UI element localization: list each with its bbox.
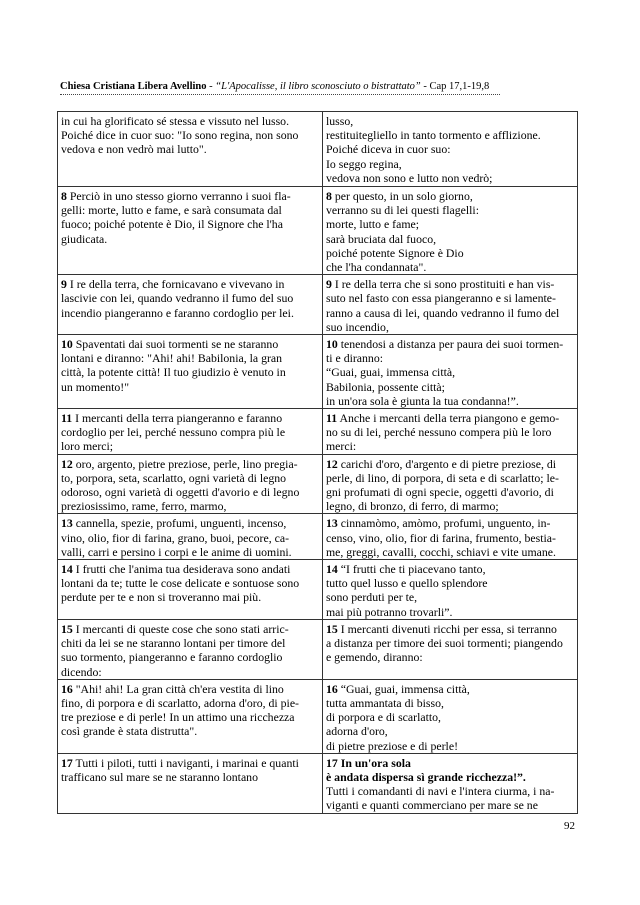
verse-number: 10 <box>61 337 73 352</box>
verse-line <box>326 576 574 590</box>
verse-text: Spaventati dai suoi tormenti se ne staranno <box>72 337 279 352</box>
verse-text: fuoco; poiché potente è Dio, il Signore che l'ha <box>61 217 283 232</box>
verse-line <box>61 471 319 485</box>
translation-b-cell <box>323 619 578 679</box>
translation-b-cell <box>323 560 578 620</box>
verse-row <box>58 514 578 560</box>
verse-text: ranno a causa di lei, quando vedranno il fumo del <box>326 305 560 320</box>
verse-text: in cui ha glorificato sé stessa e vissuto nel lusso. <box>61 114 290 128</box>
verse-number: 9 <box>326 277 332 292</box>
verse-line <box>326 246 574 260</box>
verse-line <box>326 189 574 203</box>
translation-a-cell <box>58 679 323 753</box>
verse-line <box>326 471 574 485</box>
verse-row <box>58 679 578 753</box>
verse-text: lascivie con lei, quando vedranno il fumo del suo <box>61 291 294 306</box>
verse-row <box>58 619 578 679</box>
verse-number: 16 <box>326 681 338 696</box>
verse-line <box>326 636 574 650</box>
verse-row <box>58 409 578 455</box>
verse-number: 13 <box>61 516 73 531</box>
verse-line <box>326 710 574 724</box>
verse-line <box>61 365 319 379</box>
verse-line <box>326 724 574 738</box>
verse-text: suto nel fasto con essa piangeranno e si lamente- <box>326 291 556 306</box>
verse-number: 13 <box>326 516 338 531</box>
verse-line <box>326 485 574 499</box>
verse-line <box>326 439 574 453</box>
verse-text: lontani da te; tutte le cose delicate e sontuose sono <box>61 576 300 591</box>
verse-line <box>61 380 319 394</box>
verse-number: 12 <box>61 456 73 471</box>
translation-a-cell <box>58 409 323 455</box>
verse-text: che l'ha condannata". <box>326 260 427 275</box>
verse-line <box>61 485 319 499</box>
verse-line <box>61 590 319 604</box>
translation-b-cell <box>323 454 578 514</box>
verse-text: vino, olio, fior di farina, grano, buoi, pecore, ca- <box>61 530 289 545</box>
verse-text: dicendo: <box>61 664 102 679</box>
verse-line <box>61 499 319 513</box>
verse-text: "Ahi! ahi! La gran città ch'era vestita di lino <box>72 681 284 696</box>
verse-line <box>61 576 319 590</box>
translation-b-cell <box>323 679 578 753</box>
verse-text: tutta ammantata di bisso, <box>326 695 444 710</box>
verse-line <box>326 770 574 784</box>
verse-line <box>61 203 319 217</box>
verse-text: suo tormento, piangeranno e faranno cordoglio <box>61 650 283 665</box>
verse-text: tenendosi a distanza per paura dei suoi tormen- <box>337 337 564 352</box>
translation-b-cell <box>323 275 578 335</box>
verse-number: 15 <box>326 621 338 636</box>
verse-text: poiché potente Signore è Dio <box>326 245 464 260</box>
verse-text: In un'ora sola <box>337 755 411 770</box>
verse-number: 17 <box>61 755 73 770</box>
verse-text: “I frutti che ti piacevano tanto, <box>337 562 486 577</box>
verse-text: restituitegliello in tanto tormento e afflizione. <box>326 128 541 143</box>
verse-line <box>326 784 574 798</box>
verse-line <box>326 291 574 305</box>
header-rule <box>60 94 500 95</box>
verse-line <box>326 306 574 320</box>
verse-text: Io seggo regina, <box>326 156 402 171</box>
verse-line <box>61 545 319 559</box>
verse-text: tutto quel lusso e quello splendore <box>326 576 488 591</box>
verse-line <box>61 411 319 425</box>
verse-line <box>326 425 574 439</box>
verse-text: di porpora e di scarlatto, <box>326 710 441 725</box>
translation-a-cell <box>58 112 323 187</box>
verse-line <box>326 682 574 696</box>
verse-row <box>58 560 578 620</box>
verse-line <box>326 696 574 710</box>
verse-text: Perciò in uno stesso giorno verranno i suoi fla- <box>66 189 291 203</box>
verse-line <box>61 217 319 231</box>
verse-line <box>61 114 319 128</box>
verse-number: 8 <box>326 189 332 203</box>
verse-text: I re della terra che si sono prostituiti e han vis- <box>331 277 555 292</box>
verse-line <box>326 337 574 351</box>
verse-text: no su di lei, perché nessuno compera più le loro <box>326 425 552 440</box>
verse-text: a distanza per timore dei suoi tormenti; piangendo <box>326 636 563 651</box>
header-separator: - <box>206 81 216 92</box>
church-name: Chiesa Cristiana Libera Avellino <box>60 81 207 92</box>
verse-text: lontani e diranno: "Ahi! ahi! Babilonia, la gran <box>61 351 283 366</box>
verse-line <box>326 739 574 753</box>
verse-text: sono perduti per te, <box>326 590 418 605</box>
verse-text: tre preziose e di perle! In un attimo una ricchezza <box>61 710 295 725</box>
verse-text: Tutti i comandanti di navi e l'intera ciurma, i na- <box>326 784 555 799</box>
translation-b-cell <box>323 514 578 560</box>
translation-b-cell <box>323 753 578 813</box>
verse-text: I mercanti divenuti ricchi per essa, si terranno <box>337 621 557 636</box>
translation-a-cell <box>58 275 323 335</box>
verse-line <box>326 394 574 408</box>
verse-number: 10 <box>326 337 338 352</box>
verse-text: carichi d'oro, d'argento e di pietre preziose, di <box>337 456 557 471</box>
verse-line <box>61 682 319 696</box>
verse-text: sarà bruciata dal fuoco, <box>326 231 437 246</box>
verse-row <box>58 275 578 335</box>
verse-number: 15 <box>61 621 73 636</box>
verse-text: merci: <box>326 439 357 454</box>
verse-text: per questo, in un solo giorno, <box>331 189 473 203</box>
verse-line <box>326 590 574 604</box>
verse-line <box>61 770 319 784</box>
verse-line <box>61 562 319 576</box>
verse-text: morte, lutto e fame; <box>326 217 420 232</box>
verse-text: incendio piangeranno e faranno cordoglio per lei. <box>61 305 294 320</box>
verse-line <box>326 320 574 334</box>
verse-number: 14 <box>61 562 73 577</box>
verse-text: odoroso, ogni varietà di oggetti d'avorio e di legno <box>61 485 300 500</box>
verse-number: 9 <box>61 277 67 292</box>
verse-line <box>61 636 319 650</box>
verse-line <box>326 277 574 291</box>
verse-line <box>326 217 574 231</box>
verse-text: vedova e non vedrò mai lutto". <box>61 142 207 157</box>
verse-line <box>326 380 574 394</box>
verse-line <box>326 142 574 156</box>
verse-number: 11 <box>61 411 73 426</box>
verse-line <box>61 665 319 679</box>
verse-line <box>61 277 319 291</box>
verse-text: cordoglio per lei, perché nessuno compra più le <box>61 425 286 440</box>
verse-text: I frutti che l'anima tua desiderava sono andati <box>72 562 291 577</box>
verse-line <box>61 425 319 439</box>
verse-line <box>61 291 319 305</box>
translation-a-cell <box>58 514 323 560</box>
translation-a-cell <box>58 335 323 409</box>
verse-line <box>61 306 319 320</box>
verse-line <box>326 351 574 365</box>
verse-line <box>326 203 574 217</box>
verse-text: Poiché dice in cuor suo: "Io sono regina, non sono <box>61 128 299 143</box>
verse-text: viganti e quanti commerciano per mare se ne <box>326 798 538 813</box>
verse-text: città, la potente città! Il tuo giudizio è venuto in <box>61 365 286 380</box>
verse-text: legno, di bronzo, di ferro, di marmo; <box>326 499 499 514</box>
verse-text: censo, vino, olio, fior di farina, frumento, bestia- <box>326 530 556 545</box>
verse-text: Tutti i piloti, tutti i naviganti, i marinai e quanti <box>72 755 299 770</box>
verse-text: loro merci; <box>61 439 114 454</box>
parallel-text-table <box>57 111 578 814</box>
verse-text: “Guai, guai, immensa città, <box>326 365 456 380</box>
verse-line <box>326 545 574 559</box>
translation-b-cell <box>323 335 578 409</box>
verse-text: così grande è stata distrutta". <box>61 724 198 739</box>
verse-text: I mercanti della terra piangeranno e faranno <box>72 411 283 426</box>
verse-text: trafficano sul mare se ne staranno lontano <box>61 769 258 784</box>
translation-a-cell <box>58 619 323 679</box>
translation-b-cell <box>323 187 578 275</box>
verse-line <box>61 724 319 738</box>
translation-a-cell <box>58 560 323 620</box>
verse-row <box>58 753 578 813</box>
verse-line <box>61 439 319 453</box>
verse-text: di pietre preziose e di perle! <box>326 738 458 753</box>
verse-text: cinnamòmo, amòmo, profumi, unguento, in- <box>337 516 551 531</box>
verse-text: lusso, <box>326 114 354 128</box>
running-header <box>60 80 580 93</box>
verse-number: 12 <box>326 456 338 471</box>
verse-text: adorna d'oro, <box>326 724 388 739</box>
verse-text: un momento!" <box>61 379 130 394</box>
verse-line <box>61 710 319 724</box>
verse-row <box>58 335 578 409</box>
verse-line <box>326 411 574 425</box>
verse-line <box>326 562 574 576</box>
verse-text: in un'ora sola è giunta la tua condanna!”. <box>326 393 519 408</box>
verse-line <box>61 696 319 710</box>
verse-text: “Guai, guai, immensa città, <box>337 681 470 696</box>
verse-text: mai più potranno trovarli”. <box>326 604 453 619</box>
verse-line <box>326 798 574 812</box>
verse-number: 16 <box>61 681 73 696</box>
verse-line <box>326 605 574 619</box>
verse-line <box>326 499 574 513</box>
verse-line <box>61 232 319 246</box>
translation-b-cell <box>323 112 578 187</box>
translation-a-cell <box>58 753 323 813</box>
verse-line <box>326 756 574 770</box>
verse-line <box>61 337 319 351</box>
page-number: 92 <box>564 820 575 832</box>
verse-line <box>61 457 319 471</box>
verse-line <box>61 650 319 664</box>
verse-text: chiti da lei se ne staranno lontani per timore del <box>61 636 286 651</box>
verse-text: suo incendio, <box>326 319 389 334</box>
verse-line <box>326 260 574 274</box>
verse-line <box>326 457 574 471</box>
verse-line <box>326 232 574 246</box>
verse-text: ti e diranno: <box>326 351 384 366</box>
verse-text: valli, carri e persino i corpi e le anime di uomini. <box>61 544 292 559</box>
verse-text: perdute per te e non si troveranno mai più. <box>61 590 262 605</box>
verse-text: me, greggi, cavalli, cocchi, schiavi e vite umane. <box>326 544 556 559</box>
verse-text: to, porpora, seta, scarlatto, ogni varietà di legno <box>61 470 287 485</box>
translation-a-cell <box>58 187 323 275</box>
verse-row <box>58 187 578 275</box>
verse-text: verranno su di lei questi flagelli: <box>326 203 479 218</box>
verse-line <box>61 189 319 203</box>
chapter-reference: - Cap 17,1-19,8 <box>420 81 490 92</box>
verse-text: gni profumati di ogni specie, oggetti d'avorio, di <box>326 485 554 500</box>
verse-line <box>326 171 574 185</box>
verse-line <box>61 142 319 156</box>
verse-text: I mercanti di queste cose che sono stati arric- <box>72 621 289 636</box>
verse-line <box>326 650 574 664</box>
verse-text: oro, argento, pietre preziose, perle, lino pregia- <box>72 456 298 471</box>
verse-line <box>326 365 574 379</box>
verse-line <box>326 531 574 545</box>
translation-a-cell <box>58 454 323 514</box>
verse-line <box>326 128 574 142</box>
verse-number: 8 <box>61 189 67 203</box>
verse-text: perle, di lino, di porpora, di seta e di scarlatto; le- <box>326 470 559 485</box>
verse-line <box>61 516 319 530</box>
verse-line <box>326 157 574 171</box>
verse-line <box>61 756 319 770</box>
verse-text: giudicata. <box>61 231 108 246</box>
verse-text: Anche i mercanti della terra piangono e gemo- <box>337 411 560 426</box>
verse-text: preziosissimo, rame, ferro, marmo, <box>61 499 227 514</box>
verse-line <box>61 622 319 636</box>
verse-line <box>61 128 319 142</box>
verse-text: fino, di porpora e di scarlatto, adorna d'oro, di pie- <box>61 695 299 710</box>
verse-number: 11 <box>326 411 338 426</box>
verse-number: 14 <box>326 562 338 577</box>
verse-line <box>326 622 574 636</box>
book-title: “L'Apocalisse, il libro sconosciuto o bistrattato” <box>215 81 421 92</box>
verse-line <box>326 114 574 128</box>
verse-row <box>58 454 578 514</box>
verse-row <box>58 112 578 187</box>
verse-line <box>61 531 319 545</box>
verse-line <box>61 351 319 365</box>
verse-text: e gemendo, diranno: <box>326 650 423 665</box>
verse-text: gelli: morte, lutto e fame, e sarà consumata dal <box>61 203 282 218</box>
verse-text: è andata dispersa sì grande ricchezza!”. <box>326 769 526 784</box>
verse-line <box>326 516 574 530</box>
verse-text: cannella, spezie, profumi, unguenti, incenso, <box>72 516 287 531</box>
translation-b-cell <box>323 409 578 455</box>
verse-text: I re della terra, che fornicavano e vivevano in <box>66 277 285 292</box>
verse-text: vedova non sono e lutto non vedrò; <box>326 170 493 185</box>
verse-text: Poiché diceva in cuor suo: <box>326 142 451 157</box>
verse-text: Babilonia, possente città; <box>326 379 445 394</box>
verse-number: 17 <box>326 755 338 770</box>
